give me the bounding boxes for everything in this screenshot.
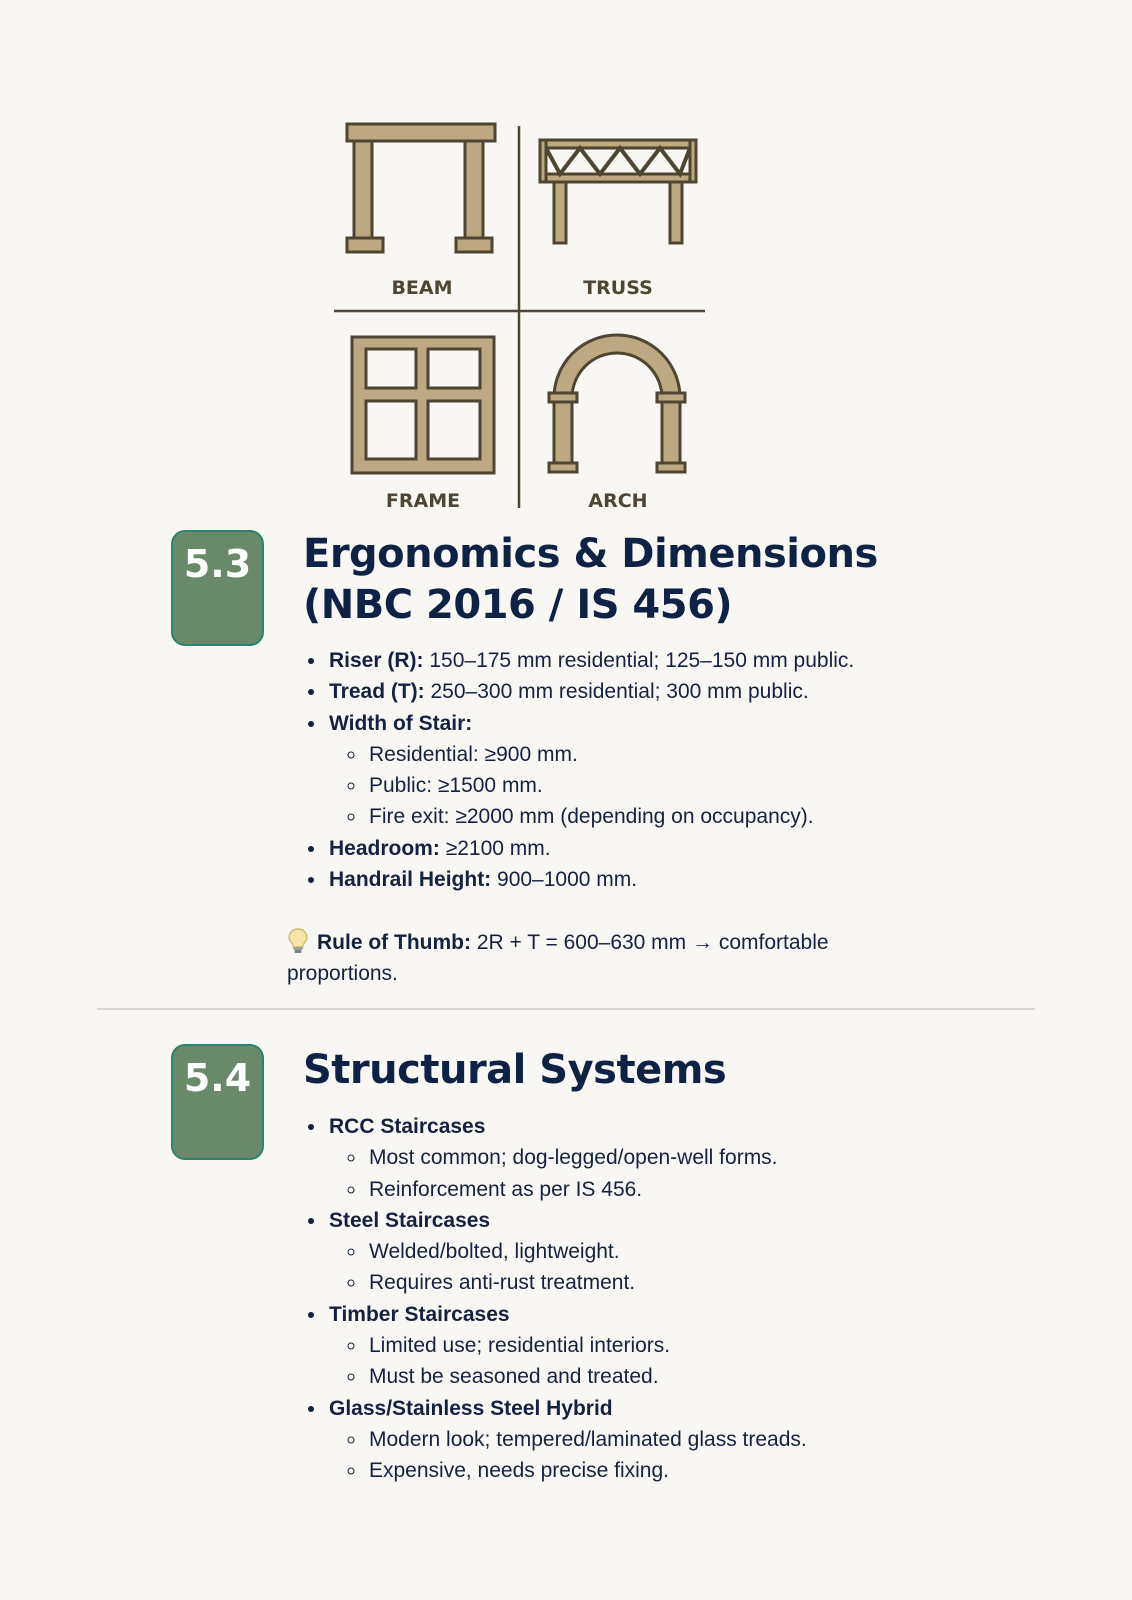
list-item-glass-hybrid bbox=[327, 1393, 807, 1487]
dimension-list bbox=[303, 645, 854, 895]
beam-icon bbox=[347, 124, 495, 252]
list-item-label: Timber Staircases bbox=[329, 1302, 510, 1326]
truss-icon bbox=[540, 140, 696, 243]
list-item-timber bbox=[327, 1299, 807, 1393]
section-number-badge bbox=[171, 1044, 264, 1160]
sub-list bbox=[329, 1424, 807, 1487]
sub-item: ◦ Requires anti-rust treatment. bbox=[367, 1267, 807, 1298]
section-divider bbox=[97, 1008, 1035, 1010]
list-item-handrail bbox=[327, 864, 854, 895]
sub-list bbox=[329, 1142, 807, 1205]
sub-list bbox=[329, 739, 854, 833]
section-title-line1: Ergonomics & Dimensions bbox=[303, 531, 878, 577]
list-item-tread bbox=[327, 676, 854, 707]
sub-item: ◦ Expensive, needs precise fixing. bbox=[367, 1455, 807, 1486]
sub-item: ◦ Reinforcement as per IS 456. bbox=[367, 1174, 807, 1205]
lightbulb-icon bbox=[287, 928, 309, 954]
section-number: 5.4 bbox=[183, 1056, 252, 1100]
section-title: Structural Systems bbox=[303, 1047, 727, 1093]
list-item-text: ≥2100 mm. bbox=[439, 836, 551, 860]
frame-icon bbox=[352, 337, 494, 473]
list-item-label: Riser (R): bbox=[329, 649, 424, 672]
sub-item: ◦ Limited use; residential interiors. bbox=[367, 1330, 807, 1361]
list-item-text: 900–1000 mm. bbox=[491, 868, 638, 892]
section-number-badge bbox=[171, 530, 264, 646]
sub-item: ◦ Must be seasoned and treated. bbox=[367, 1361, 807, 1392]
rule-of-thumb bbox=[287, 927, 927, 990]
list-item-width bbox=[327, 708, 854, 833]
sub-item: ◦ Residential: ≥900 mm. bbox=[367, 739, 854, 770]
list-item-label: Headroom: bbox=[329, 836, 440, 860]
list-item-label: Handrail Height: bbox=[329, 868, 492, 892]
list-item-label: Width of Stair: bbox=[329, 711, 473, 735]
list-item-label: Glass/Stainless Steel Hybrid bbox=[329, 1396, 613, 1420]
list-item-label: RCC Staircases bbox=[329, 1115, 486, 1138]
label-frame: FRAME bbox=[385, 490, 461, 512]
sub-item: ◦ Most common; dog-legged/open-well forms. bbox=[367, 1142, 807, 1173]
list-item-headroom bbox=[327, 833, 854, 864]
label-truss: TRUSS bbox=[583, 277, 653, 299]
sub-list bbox=[329, 1330, 807, 1393]
section-title bbox=[303, 529, 878, 631]
sub-item: ◦ Modern look; tempered/laminated glass treads. bbox=[367, 1424, 807, 1455]
list-item-text: 150–175 mm residential; 125–150 mm public. bbox=[423, 649, 855, 672]
label-arch: ARCH bbox=[588, 490, 648, 512]
sub-item: ◦ Fire exit: ≥2000 mm (depending on occupancy). bbox=[367, 801, 854, 832]
list-item-steel bbox=[327, 1205, 807, 1299]
sub-item: ◦ Public: ≥1500 mm. bbox=[367, 770, 854, 801]
list-item-rcc bbox=[327, 1111, 807, 1205]
sub-list bbox=[329, 1236, 807, 1299]
section-number: 5.3 bbox=[183, 542, 252, 586]
list-item-text: 250–300 mm residential; 300 mm public. bbox=[424, 680, 809, 704]
list-item-label: Steel Staircases bbox=[329, 1208, 491, 1232]
structural-systems-list bbox=[303, 1111, 807, 1487]
list-item-riser bbox=[327, 645, 854, 676]
section-title-line2: (NBC 2016 / IS 456) bbox=[303, 582, 733, 628]
tip-text: 2R + T = 600–630 mm → comfortable proportions. bbox=[287, 931, 829, 986]
tip-label: Rule of Thumb: bbox=[317, 931, 471, 954]
sub-item: ◦ Welded/bolted, lightweight. bbox=[367, 1236, 807, 1267]
label-beam: BEAM bbox=[391, 277, 453, 299]
list-item-label: Tread (T): bbox=[329, 680, 425, 704]
structural-systems-figure bbox=[330, 118, 710, 513]
arch-icon bbox=[549, 335, 685, 472]
